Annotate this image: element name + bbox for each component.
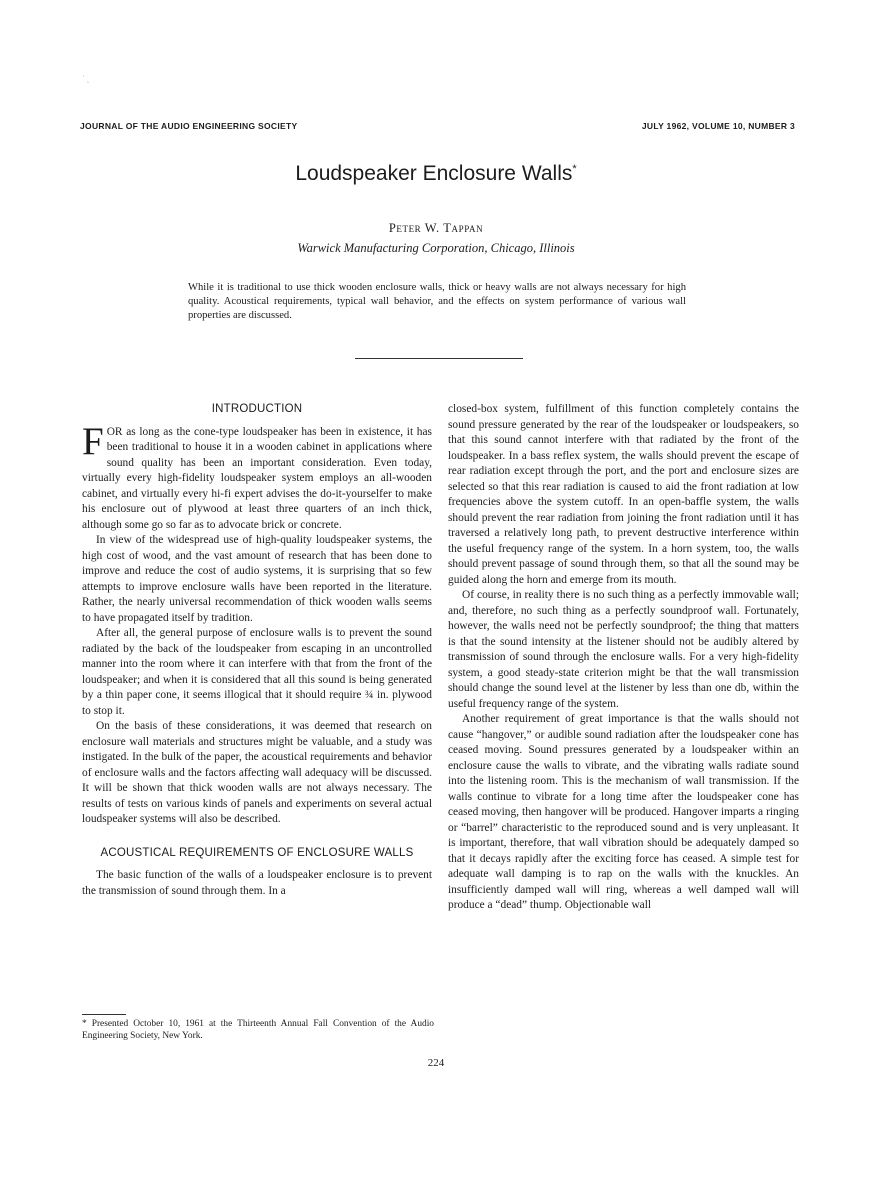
intro-paragraph-1-text: OR as long as the cone-type loudspeaker has been in existence, it has been traditional to house it in a wooden cabinet in applications where sound quality has been an important consideration. Even today, virtually every high-fidelity loudspeaker system employs an all-wooden cabinet, and virtually every hi-fi expert advises the do-it-yourselfer to make his enclosure out of plywood at least three quarters of an inch thick, although some go so far as to advocate brick or concrete. <box>82 425 432 531</box>
right-paragraph-2: Of course, in reality there is no such thing as a perfectly immovable wall; and, therefore, no such thing as a perfectly soundproof wall. Fortunately, however, the walls need not be perfectly soundproof; the thing that matters is that the sound intensity at the listener should not be audibly altered by transmission of sound through the enclosure walls. For a very high-fidelity system, a good steady-state criterion might be that the wall transmission should change the sound level at the listener by less than one db, within the useful frequency range of the system. <box>448 589 799 710</box>
intro-paragraph-2: In view of the widespread use of high-quality loudspeaker systems, the high cost of wood, and the vast amount of research that has been done to improve and reduce the cost of audio systems, it is surprising that so few attempts to improve enclosure walls have been reported in the literature. Rather, the nearly universal recommendation of thick wooden walls seems to have propagated itself by tradition. <box>82 534 432 624</box>
author-affiliation: Warwick Manufacturing Corporation, Chicago, Illinois <box>297 241 575 255</box>
scan-specks: ˙ ˎ <box>82 74 90 83</box>
running-header-journal: JOURNAL OF THE AUDIO ENGINEERING SOCIETY <box>80 121 298 131</box>
drop-cap: F <box>82 419 104 463</box>
running-header-issue: JULY 1962, VOLUME 10, NUMBER 3 <box>641 121 795 131</box>
right-paragraph-1: closed-box system, fulfillment of this function completely contains the sound pressure generated by the rear of the loudspeaker or loudspeakers, so that this sound cannot interfere with that radiated by the front of the loudspeaker. In a bass reflex system, the walls should prevent the escape of rear radiation except through the port, and the port and enclosure sizes are selected so that this rear radiation is caused to aid the front radiation at low frequencies above the system cutoff. In an open-baffle system, the walls should prevent the rear radiation from joining the front radiation until it has traversed a relatively long path, to prevent destructive interference within the useful frequency range of the system. In a horn system, too, the walls should prevent passage of sound through them, so that all the sound may be guided along the horn and emerge from its mouth. <box>448 403 799 586</box>
intro-paragraph-4: On the basis of these considerations, it was deemed that research on enclosure wall materials and structures might be valuable, and a study was instigated. In the bulk of the paper, the acoustical requirements and behavior of enclosure walls and the factors affecting wall adequacy will be discussed. It will be shown that thick wooden walls are not always necessary. The results of tests on various kinds of panels and experiments on several actual loudspeaker systems will also be described. <box>82 720 432 825</box>
footnote: * Presented October 10, 1961 at the Thirteenth Annual Fall Convention of the Audio Engineering Society, New York. <box>82 1019 434 1041</box>
footnote-divider <box>82 1014 126 1015</box>
title-footnote-mark: * <box>572 163 577 175</box>
section-heading-introduction: INTRODUCTION <box>211 403 303 415</box>
intro-paragraph-3: After all, the general purpose of enclosure walls is to prevent the sound radiated by the back of the loudspeaker from escaping in an uncontrolled manner into the room where it can interfere with that from the front of the loudspeaker; and when it is considered that all this sound is being generated by a thin paper cone, it seems illogical that it should require ¾ in. plywood to stop it. <box>82 627 432 717</box>
abstract-divider <box>355 358 523 359</box>
abstract: While it is traditional to use thick wooden enclosure walls, thick or heavy walls are not always necessary for high quality. Acoustical requirements, typical wall behavior, and the effects on system performance of various wall properties are discussed. <box>188 282 686 321</box>
right-paragraph-3: Another requirement of great importance is that the walls should not cause “hangover,” or audible sound radiation after the loudspeaker cone has ceased moving. Sound pressures generated by a loudspeaker within an enclosure cause the walls to vibrate, and the vibrating walls radiate sound into the listening room. This is the mechanism of wall transmission. If the walls continue to vibrate for a long time after the loudspeaker cone has ceased moving, then hangover will be produced. Hangover imparts a ringing or “barrel” characteristic to the reproduced sound and is very unpleasant. It is important, therefore, that wall vibration should be adequately damped so that it decays rapidly after the exciting force has ceased. A simple test for adequate wall damping is to rap on the walls with the knuckles. An insufficiently damped wall will ring, whereas a well damped wall will produce a “dead” thump. Objectionable wall <box>448 713 799 911</box>
page-number: 224 <box>427 1057 445 1069</box>
intro-paragraph-1 <box>82 419 432 534</box>
acoustical-paragraph-1: The basic function of the walls of a loudspeaker enclosure is to prevent the transmission of sound through them. In a <box>82 869 432 897</box>
article-title <box>0 162 872 186</box>
right-column <box>448 402 799 914</box>
author-name: Peter W. Tappan <box>388 221 484 235</box>
section-heading-acoustical-requirements: ACOUSTICAL REQUIREMENTS OF ENCLOSURE WALLS <box>100 846 414 859</box>
article-title-text: Loudspeaker Enclosure Walls <box>295 162 573 185</box>
left-column <box>82 402 432 899</box>
